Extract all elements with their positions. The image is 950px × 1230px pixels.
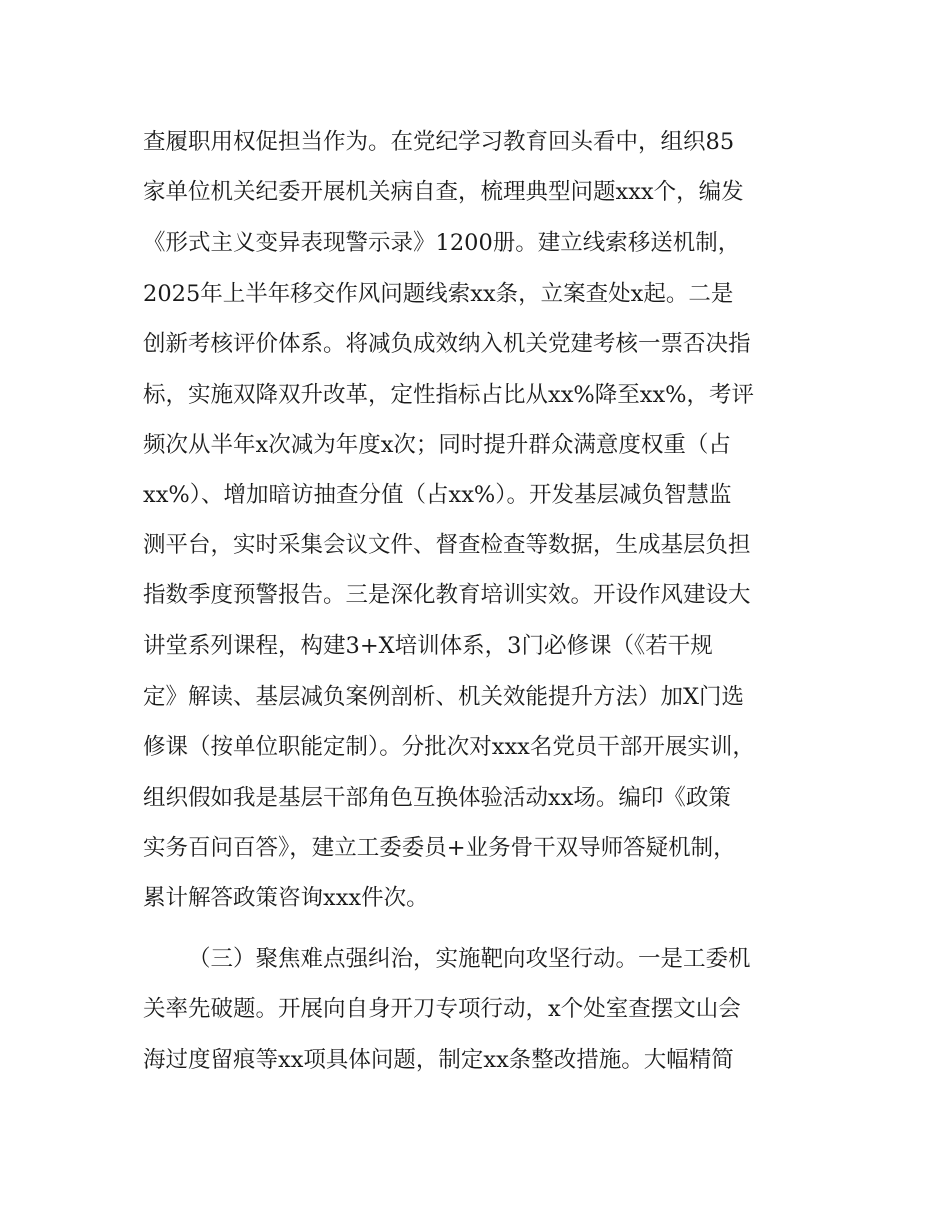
paragraph-1-line-14: 组织假如我是基层干部角色互换体验活动xx场。编印《政策 — [143, 785, 731, 811]
paragraph-1-line-4: 2025年上半年移交作风问题线索xx条，立案查处x起。二是 — [143, 281, 734, 307]
paragraph-1-line-13: 修课（按单位职能定制）。分批次对xxx名党员干部开展实训， — [143, 734, 755, 760]
paragraph-1-line-3: 《形式主义变异表现警示录》1200册。建立线索移送机制， — [143, 230, 741, 256]
paragraph-1-line-9: 测平台，实时采集会议文件、督查检查等数据，生成基层负担 — [143, 532, 751, 558]
paragraph-1-line-5: 创新考核评价体系。将减负成效纳入机关党建考核一票否决指 — [143, 331, 751, 357]
paragraph-1-line-15: 实务百问百答》，建立工委委员+业务骨干双导师答疑机制， — [143, 835, 736, 861]
paragraph-1-line-8: xx%）、增加暗访抽查分值（占xx%）。开发基层减负智慧监 — [143, 482, 732, 508]
paragraph-1-line-10: 指数季度预警报告。三是深化教育培训实效。开设作风建设大 — [143, 582, 751, 608]
paragraph-2-line-1: （三）聚焦难点强纠治，实施靶向攻坚行动。一是工委机 — [188, 946, 751, 972]
paragraph-1-line-16: 累计解答政策咨询xxx件次。 — [143, 885, 429, 911]
paragraph-1-line-1: 查履职用权促担当作为。在党纪学习教育回头看中，组织85 — [143, 129, 735, 155]
paragraph-1-line-11: 讲堂系列课程，构建3+X培训体系，3门必修课（《若干规 — [143, 633, 713, 659]
paragraph-1-line-6: 标，实施双降双升改革，定性指标占比从xx%降至xx%，考评 — [143, 382, 755, 408]
paragraph-2-line-2: 关率先破题。开展向自身开刀专项行动，x个处室查摆文山会 — [143, 996, 741, 1022]
paragraph-2-line-3: 海过度留痕等xx项具体问题，制定xx条整改措施。大幅精简 — [143, 1047, 734, 1073]
paragraph-1-line-12: 定》解读、基层减负案例剖析、机关效能提升方法）加X门选 — [143, 684, 745, 710]
paragraph-1-line-7: 频次从半年x次减为年度x次；同时提升群众满意度权重（占 — [143, 432, 731, 458]
paragraph-1-line-2: 家单位机关纪委开展机关病自查，梳理典型问题xxx个，编发 — [143, 179, 744, 205]
